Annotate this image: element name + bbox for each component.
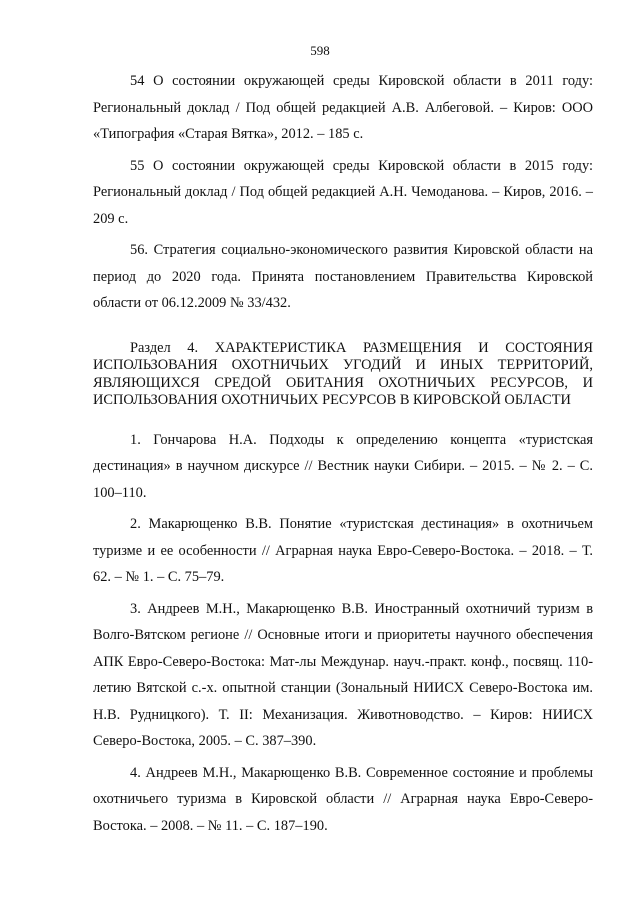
reference-item-3: 3. Андреев М.Н., Макарющенко В.В. Иностранный охотничий туризм в Волго-Вятском регионе // Основные итоги и приоритеты научного обеспечения АПК Евро-Северо-Востока: Мат-лы Междунар. науч.-практ. конф., посвящ. 110-летию Вятской с.-х. опытной станции (Зональный НИИСХ Северо-Востока им. Н.В. Рудницкого). Т. II: Механизация. Животноводство. – Киров: НИИСХ Северо-Востока, 2005. – С. 387–390. bbox=[93, 600, 593, 749]
reference-item-56: 56. Стратегия социально-экономического развития Кировской области на период до 2020 года. Принята постановлением Правительства Кировской области от 06.12.2009 № 33/432. bbox=[93, 242, 593, 311]
page-number: 598 bbox=[310, 43, 330, 58]
reference-item-55: 55 О состоянии окружающей среды Кировской области в 2015 году: Региональный доклад / Под общей редакцией А.Н. Чемоданова. – Киров, 2016. – 209 с. bbox=[93, 157, 593, 227]
reference-item-2: 2. Макарющенко В.В. Понятие «туристская дестинация» в охотничьем туризме и ее особенности // Аграрная наука Евро-Северо-Востока. – 2018. – Т. 62. – № 1. – С. 75–79. bbox=[93, 516, 593, 585]
section-heading: Раздел 4. ХАРАКТЕРИСТИКА РАЗМЕЩЕНИЯ И СОСТОЯНИЯ ИСПОЛЬЗОВАНИЯ ОХОТНИЧЬИХ УГОДИЙ И ИНЫХ ТЕРРИТОРИЙ, ЯВЛЯЮЩИХСЯ СРЕДОЙ ОБИТАНИЯ ОХОТНИЧЬИХ РЕСУРСОВ, И ИСПОЛЬЗОВАНИЯ ОХОТНИЧЬИХ РЕСУРСОВ В КИРОВСКОЙ ОБЛАСТИ bbox=[93, 339, 593, 408]
page-content bbox=[93, 68, 593, 844]
reference-item-4: 4. Андреев М.Н., Макарющенко В.В. Современное состояние и проблемы охотничьего туризма в Кировской области // Аграрная наука Евро-Северо-Востока. – 2008. – № 11. – С. 187–190. bbox=[93, 764, 593, 834]
reference-item-54: 54 О состоянии окружающей среды Кировской области в 2011 году: Региональный доклад / Под общей редакцией А.В. Албеговой. – Киров: ООО «Типография «Старая Вятка», 2012. – 185 с. bbox=[93, 73, 593, 142]
reference-item-1: 1. Гончарова Н.А. Подходы к определению концепта «туристская дестинация» в научном дискурсе // Вестник науки Сибири. – 2015. – № 2. – С. 100–110. bbox=[93, 431, 593, 501]
